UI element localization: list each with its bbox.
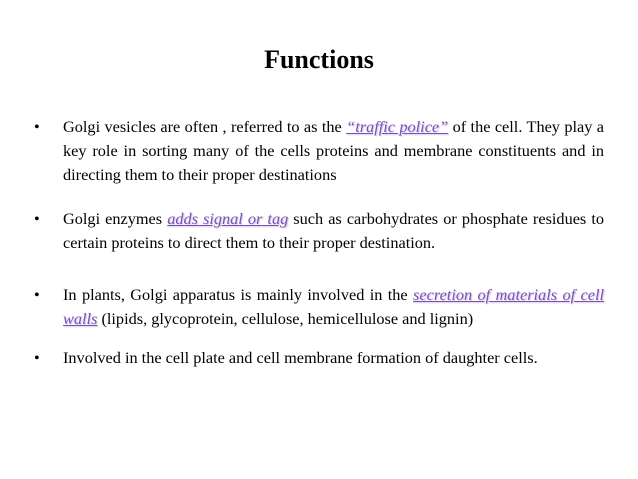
highlighted-term: adds signal or tag bbox=[167, 209, 289, 228]
bullet-text bbox=[63, 207, 604, 255]
bullet-icon: • bbox=[34, 285, 40, 304]
bullet-text-after: such as carbohydrates or phosphate residues to certain proteins to direct them to their proper destination. bbox=[63, 209, 605, 252]
bullet-icon: • bbox=[34, 348, 40, 367]
bullet-text bbox=[63, 115, 604, 187]
slide-title: Functions bbox=[264, 45, 374, 74]
bullet-text: Involved in the cell plate and cell membrane formation of daughter cells. bbox=[63, 348, 538, 367]
bullet-text-after: of the cell. They play a key role in sorting many of the cells proteins and membrane constituents and in directing them to their proper destinations bbox=[63, 117, 604, 184]
bullet-item bbox=[34, 207, 604, 255]
bullet-text bbox=[63, 283, 604, 331]
bullet-item bbox=[34, 115, 604, 187]
bullet-item bbox=[34, 346, 604, 370]
bullet-text-before: Golgi vesicles are often , referred to as the bbox=[63, 117, 347, 136]
bullet-icon: • bbox=[34, 209, 40, 228]
highlighted-term: “traffic police” bbox=[346, 117, 449, 136]
bullet-icon: • bbox=[34, 117, 40, 136]
bullet-text-before: Golgi enzymes bbox=[63, 209, 168, 228]
highlighted-term: secretion of materials of cell walls bbox=[63, 285, 604, 328]
bullet-item bbox=[34, 283, 604, 331]
bullet-text-after: (lipids, glycoprotein, cellulose, hemicellulose and lignin) bbox=[97, 309, 474, 328]
bullet-text-before: In plants, Golgi apparatus is mainly involved in the bbox=[63, 285, 414, 304]
